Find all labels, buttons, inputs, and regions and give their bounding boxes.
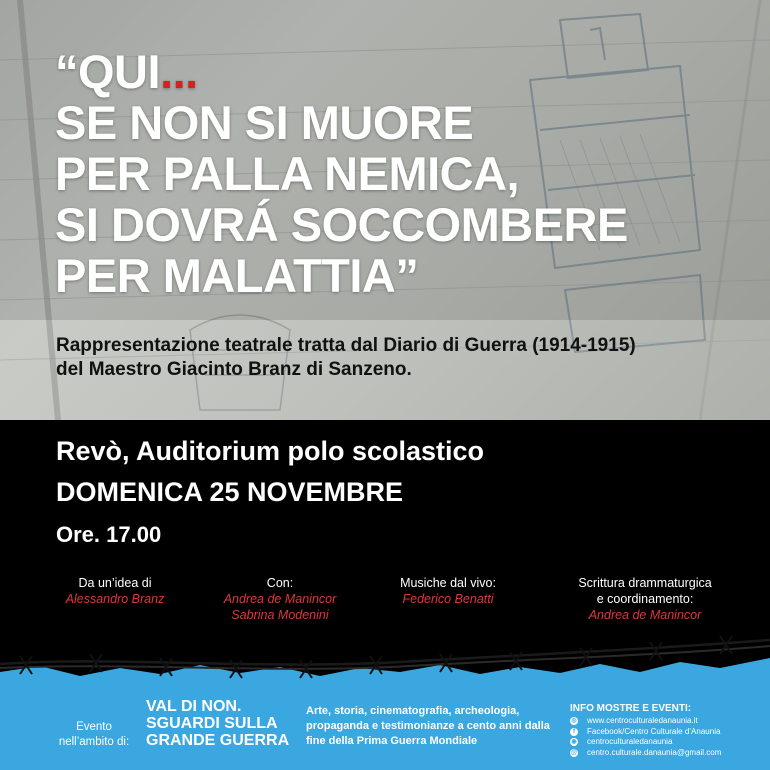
info-website[interactable] (570, 716, 765, 727)
event-venue: Revò, Auditorium polo scolastico (56, 436, 485, 466)
info-title: INFO MOSTRE E EVENTI: (570, 703, 692, 714)
evento-line-1: Evento (76, 721, 112, 733)
info-instagram-text[interactable]: centroculturaledanaunia (587, 737, 673, 746)
info-block (570, 703, 765, 758)
credit-name: Alessandro Branz (65, 592, 165, 606)
quote-line-1 (55, 46, 735, 97)
subtitle-line-2: del Maestro Giacinto Branz di Sanzeno. (56, 359, 412, 380)
credit-label: Musiche dal vivo: (400, 576, 496, 590)
credit-music (378, 575, 518, 607)
project-title (146, 698, 289, 749)
info-email-text[interactable]: centro.culturale.danaunia@gmail.com (587, 747, 722, 757)
quote-line-5: PER MALATTIA” (55, 249, 419, 302)
info-facebook[interactable] (570, 727, 765, 738)
quote-line-2: SE NON SI MUORE (55, 96, 474, 149)
barbed-wire-divider (0, 610, 770, 690)
quote-line-1-text: “QUI (55, 45, 161, 98)
credit-idea (45, 575, 185, 607)
info-email[interactable] (570, 748, 765, 759)
desc-line-1: Arte, storia, cinematografia, archeologia, (306, 705, 520, 717)
credit-label-2: e coordinamento: (596, 592, 694, 606)
project-line-2: SGUARDI SULLA (146, 715, 278, 732)
headline-quote (55, 46, 735, 301)
info-instagram[interactable] (570, 737, 765, 748)
evento-line-2: nell’ambito di: (58, 736, 130, 748)
credit-label: Scrittura drammaturgica (578, 576, 712, 590)
email-icon: @ (571, 749, 577, 756)
credit-label: Con: (266, 576, 294, 590)
globe-icon: ◎ (571, 718, 577, 725)
project-line-1: VAL DI NON. (146, 698, 242, 715)
evento-label (44, 720, 144, 750)
project-line-3: GRANDE GUERRA (146, 732, 290, 749)
credit-label: Da un’idea di (78, 576, 152, 590)
credit-name: Andrea de Manincor (588, 608, 702, 622)
credit-name: Andrea de Manincor (223, 592, 337, 606)
credit-name: Sabrina Modenini (231, 608, 329, 622)
instagram-icon: ◉ (571, 739, 577, 746)
facebook-icon: f (570, 728, 578, 736)
project-description (306, 704, 556, 749)
info-facebook-text[interactable]: Facebook/Centro Culturale d’Anaunia (587, 726, 721, 736)
desc-line-2: propaganda e testimonianze a cento anni dalla (306, 720, 550, 732)
credit-name: Federico Benatti (402, 592, 494, 606)
desc-line-3: fine della Prima Guerra Mondiale (306, 735, 478, 747)
quote-line-3: PER PALLA NEMICA, (55, 147, 520, 200)
quote-line-4: SI DOVRÁ SOCCOMBERE (55, 198, 628, 251)
event-date: DOMENICA 25 NOVEMBRE (56, 477, 404, 507)
event-time: Ore. 17.00 (56, 522, 162, 547)
subtitle-line-1: Rappresentazione teatrale tratta dal Diario di Guerra (1914-1915) (56, 335, 636, 356)
info-website-text[interactable]: www.centroculturaledanaunia.it (587, 716, 698, 725)
quote-ellipsis: ... (160, 45, 198, 98)
subtitle (56, 334, 746, 382)
